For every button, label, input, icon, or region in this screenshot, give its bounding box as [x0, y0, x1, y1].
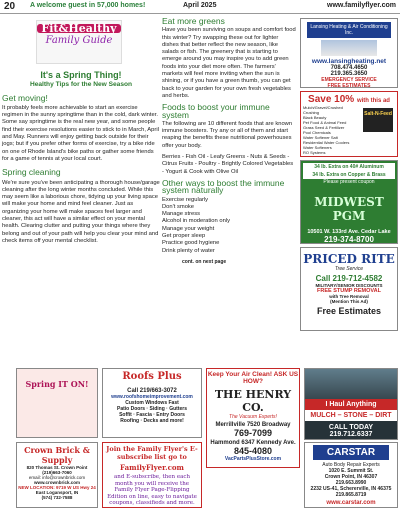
list-item: Manage stress: [162, 211, 201, 218]
section-heading: Other ways to boost the immune system naturally: [162, 177, 285, 196]
welcome-tagline: A welcome guest in 57,000 homes!: [30, 2, 146, 9]
continued-note: cont. on next page: [182, 258, 227, 265]
ad-phone: 219.663.8990: [335, 480, 367, 486]
ad-location: Hammond 6347 Kennedy Ave.: [210, 440, 296, 446]
ad-offer: 34 lb. Extra on Copper & Brass: [303, 171, 395, 179]
ad-brand-logo: Salt-N-Feed: [363, 108, 393, 132]
ad-line: Patio Doors · Siding · Gutters: [116, 406, 187, 412]
list-item: Drink plenty of water: [162, 247, 215, 254]
article-column-2: [162, 18, 296, 266]
ad-products: MULCH – STONE – DIRT: [305, 410, 397, 421]
ad-tagline: Auto Body Repair Experts: [322, 462, 380, 468]
ad-line: Soffit · Fascia · Entry Doors: [119, 412, 185, 418]
ad-product-list: [303, 105, 359, 155]
logo-title: Fit&Healthy: [37, 24, 120, 33]
ad-phone: 769-7099: [233, 428, 273, 438]
ad-spring-it-on[interactable]: [16, 368, 98, 438]
ad-title-small: with this ad: [356, 98, 390, 104]
list-item: Black Beauty: [303, 115, 327, 120]
ad-banner: Lansing Heating & Air Conditioning Inc.: [307, 22, 391, 38]
ad-discount: MILITARY/SENIOR DISCOUNTS: [315, 283, 383, 288]
ad-note: Please present coupon: [323, 179, 375, 185]
list-item: Water Softeners: [303, 145, 332, 150]
ad-url[interactable]: www.carstar.com: [326, 500, 376, 506]
list-item: Pet Food & Animal Feed: [303, 120, 347, 125]
issue-date: April 2025: [183, 2, 217, 9]
list-item: Manage your weight: [162, 225, 215, 232]
section-paragraph: We're sure you've been anticipating a thorough house/garage cleaning after the long winter months concluded. While this may seem like a laborious chore, tidying up your living space will make your home and mind feel cleaner. Just as organizing your home will make spaces feel larger and cleaner, this act will have a similar effect on your mental health. Clearing clutter and putting your things where they belong and out of your path will help you clear your mind and check items off your mental checklist.: [2, 179, 160, 244]
ad-address: 1020 E. Summit St.: [328, 468, 374, 474]
list-item: Alcohol in moderation only: [162, 218, 230, 225]
ad-phone: 845-4080: [233, 446, 273, 456]
ad-offer: 34 lb. Extra on 40# Aluminum: [303, 163, 395, 171]
section-paragraph: Berries - Fish Oil - Leafy Greens - Nuts & Seeds - Citrus Fruits - Poultry - Brightly Colored Vegetables - Yogurt & Cook with Olive Oil: [162, 154, 294, 175]
list-item: Don't smoke: [162, 203, 195, 210]
ad-service: Tree Service: [335, 266, 363, 272]
ad-lansing-heating[interactable]: [300, 18, 398, 88]
ad-henry-co[interactable]: [206, 368, 300, 468]
ad-midwest-pgm[interactable]: [300, 160, 398, 244]
ad-email[interactable]: email: info@crownbrick.com: [28, 475, 86, 480]
ad-title-main: Save 10%: [308, 94, 355, 105]
fit-healthy-logo: [36, 20, 122, 64]
ad-brand: Roofs Plus: [122, 371, 182, 382]
list-item: Exercise regularly: [162, 196, 209, 203]
ad-title: [303, 94, 395, 105]
article-subtitle: Healthy Tips for the New Season: [29, 81, 133, 89]
ad-location: Merrillville 7520 Broadway: [215, 422, 291, 428]
ad-column: [300, 18, 398, 334]
ad-address: 10501 W. 133rd Ave. Cedar Lake: [307, 229, 391, 235]
ad-url[interactable]: www.crownbrick.com: [33, 480, 81, 485]
ad-slogan: I Haul Anything: [305, 399, 397, 410]
list-item: Practice good hygiene: [162, 240, 220, 247]
ad-phone: 708.474.4650: [330, 65, 368, 71]
ad-title: Spring IT ON!: [25, 379, 89, 389]
ad-tagline: The Vacuum Experts!: [229, 414, 277, 420]
ad-line: Roofing · Decks and more!: [120, 418, 184, 424]
ad-carstar[interactable]: [304, 442, 398, 508]
ad-phone: 219.365.3650: [330, 71, 368, 77]
ad-brand: CARSTAR: [313, 445, 389, 460]
list-item: RO Systems: [303, 150, 326, 155]
ad-question: Keep Your Air Clean! ASK US HOW?: [207, 371, 299, 385]
article-title: It's a Spring Thing!: [40, 70, 122, 80]
ad-url[interactable]: www.roofshomeimprovement.com: [111, 394, 193, 400]
ad-text: and E-subscribe, then each month you will receive the Family Flyer Page-Flipping Edition on line, easy to navigate coupons, classifieds and more.: [107, 474, 197, 506]
ad-emergency: EMERGENCY SERVICE: [321, 77, 377, 83]
list-item: Get proper sleep: [162, 233, 206, 240]
section-paragraph: It probably feels more achievable to start an exercise regimen in the sunny springtime than in the cold, dark winter. Some say springtime is the real new year, and some people find their exercise resolutions easier to stick to in March, April and May. Runners will enjoy getting back outside for their jogs; but if you prefer other forms of exercise, try a bike ride on one of Rhode Island's bike paths or gather some friends for a game of tennis at your local court.: [2, 104, 159, 162]
section-heading: Spring cleaning: [2, 167, 61, 178]
ad-salt-n-feed[interactable]: [300, 91, 398, 157]
ad-roofs-plus[interactable]: [102, 368, 202, 438]
ad-new-city: East Logansport, IN: [35, 490, 79, 495]
ad-hauling[interactable]: [304, 368, 398, 440]
ad-new-phone: (574) 732-7588: [41, 495, 73, 500]
ad-address: 820 Thomas St. Crown Point: [26, 465, 88, 470]
list-item: Pool Chemicals: [303, 130, 331, 135]
section-heading: Eat more greens: [162, 16, 225, 26]
ad-brand: THE HENRY CO.: [214, 388, 292, 414]
page-number: 20: [4, 1, 16, 12]
ad-address: Crown Point, IN 46307: [324, 474, 378, 480]
page-header: [0, 0, 400, 14]
ad-estimates: Free Estimates: [316, 306, 382, 316]
section-paragraph: Have you been surviving on soups and comfort food this winter? Try swapping these out for lighter dishes that better reflect the new season, like salads or fish. The greenery that is starting to emerge around you may inspire you to add green foods into your diet more often. The farmers' markets will feel more inviting when the sun is shining, or if you have a green thumb, you can get back to your garden for your own fresh vegetables and herbs.: [162, 27, 296, 99]
truck-image: [305, 369, 397, 399]
logo-subtitle: Family Guide: [45, 35, 113, 47]
ad-crown-brick[interactable]: [16, 442, 98, 508]
section-heading: Foods to boost your immune system: [162, 102, 270, 120]
site-url[interactable]: www.familyflyer.com: [327, 2, 396, 9]
ad-address: 2232 US-41, Schererville, IN 46375: [310, 486, 392, 492]
ad-priced-rite[interactable]: [300, 247, 398, 331]
article-column-1: [2, 18, 160, 249]
list-item: Residential Water Coolers: [303, 140, 350, 145]
ad-phone: 219.865.8719: [335, 492, 367, 498]
ad-url[interactable]: www.lansingheating.net: [311, 58, 387, 65]
ad-e-subscribe[interactable]: [102, 442, 202, 508]
ad-brand: MIDWEST PGM: [314, 195, 384, 223]
list-item: Mulch/Gravel/Crushed Crushing: [303, 105, 343, 115]
ad-new-location: NEW LOCATION: 9719 W US Hwy 24: [18, 485, 96, 490]
ad-phone: 219-374-8700: [324, 235, 374, 244]
ad-offer-note: with Tree Removal: [329, 294, 369, 299]
ad-phone: (219)663-7060: [42, 470, 72, 475]
list-item: Water Softener Salt: [303, 135, 338, 140]
ad-free-offer: FREE STUMP REMOVAL: [317, 288, 381, 294]
ad-offer-note: (Mention This Ad): [330, 299, 368, 304]
ad-url[interactable]: FamilyFlyer.com: [120, 463, 184, 472]
ad-url[interactable]: VacPartsPlusStore.com: [224, 456, 282, 462]
ad-free-estimates: FREE ESTIMATES: [327, 83, 371, 88]
ad-title: Join the Family Flyer's E-subscribe list go to: [106, 445, 198, 461]
ad-phone: Call 219/663-3072: [127, 388, 177, 394]
list-item: Grass Seed & Fertilizer: [303, 125, 345, 130]
ad-phone: Call 219-712-4582: [315, 274, 383, 283]
section-paragraph: The following are 10 different foods that are known immune boosters. Try any or all of them and start reaping the benefits these nutritional powerhouses offer your body.: [162, 120, 293, 149]
section-heading: Get moving!: [2, 92, 48, 103]
ad-phone: CALL TODAY 219.712.6337: [328, 424, 374, 438]
ad-brand: Crown Brick & Supply: [24, 445, 90, 465]
ad-brand: PRICED RITE: [303, 252, 395, 266]
house-image: [321, 40, 377, 56]
ad-line: Custom Windows Fast: [125, 400, 179, 406]
